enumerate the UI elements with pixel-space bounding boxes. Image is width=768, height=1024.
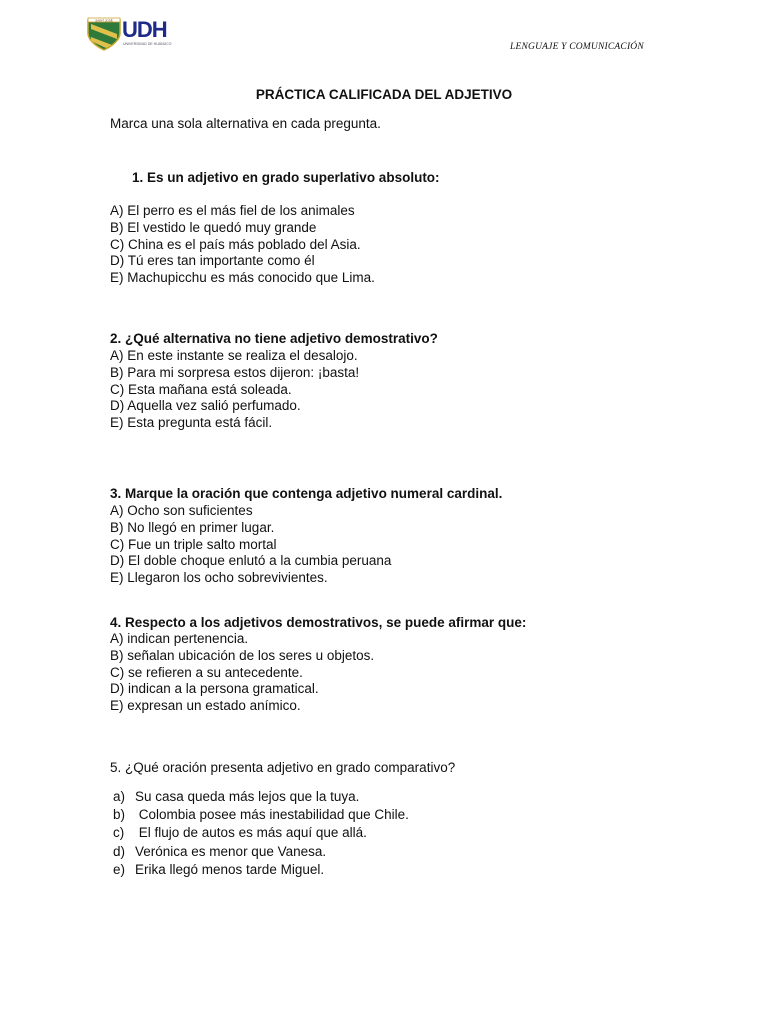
question-2-option-c: C) Esta mañana está soleada. xyxy=(110,381,292,397)
question-5-heading: 5. ¿Qué oración presenta adjetivo en grado comparativo? xyxy=(110,760,456,775)
question-5-options xyxy=(113,788,409,879)
question-2-option-a: A) En este instante se realiza el desalojo. xyxy=(110,348,358,363)
question-5-option-c xyxy=(113,824,409,842)
option-letter: e) xyxy=(113,861,126,877)
question-2-option-e: E) Esta pregunta está fácil. xyxy=(110,415,273,431)
question-4-heading: 4. Respecto a los adjetivos demostrativos, se puede afirmar que: xyxy=(110,615,527,630)
crest-text: SAINT JOSÉ xyxy=(95,18,113,23)
question-3-option-c: C) Fue un triple salto mortal xyxy=(110,536,277,552)
question-2-heading: 2. ¿Qué alternativa no tiene adjetivo demostrativo? xyxy=(110,331,438,346)
question-1-option-b: B) El vestido le quedó muy grande xyxy=(110,219,317,235)
question-4-option-c: C) se refieren a su antecedente. xyxy=(110,664,303,680)
question-4-option-d: D) indican a la persona gramatical. xyxy=(110,681,319,697)
question-3-options xyxy=(110,503,391,587)
question-1-option-e: E) Machupicchu es más conocido que Lima. xyxy=(110,270,375,286)
option-text: Verónica es menor que Vanesa. xyxy=(135,843,327,859)
question-2-option-b: B) Para mi sorpresa estos dijeron: ¡basta! xyxy=(110,364,360,380)
question-1-option-c: C) China es el país más poblado del Asia. xyxy=(110,236,361,252)
question-4-option-e: E) expresan un estado anímico. xyxy=(110,698,301,714)
question-1-options xyxy=(110,203,375,287)
question-4-options xyxy=(110,631,374,715)
question-1-option-a: A) El perro es el más fiel de los animales xyxy=(110,203,355,218)
question-3-option-b: B) No llegó en primer lugar. xyxy=(110,519,275,535)
university-logo xyxy=(86,17,176,51)
question-3-option-e: E) Llegaron los ocho sobrevivientes. xyxy=(110,570,328,586)
option-letter: a) xyxy=(113,789,126,804)
question-2-options xyxy=(110,348,359,432)
question-3-option-a: A) Ocho son suficientes xyxy=(110,503,253,518)
question-4-option-b: B) señalan ubicación de los seres u objetos. xyxy=(110,647,375,663)
logo-tagline: UNIVERSIDAD DE HUÁNUCO xyxy=(123,42,172,46)
crest-icon xyxy=(86,17,122,51)
question-5-option-d xyxy=(113,843,409,861)
question-3-heading: 3. Marque la oración que contenga adjetivo numeral cardinal. xyxy=(110,486,503,501)
option-letter: c) xyxy=(113,825,125,841)
subject-header: LENGUAJE Y COMUNICACIÓN xyxy=(510,42,644,52)
option-text: El flujo de autos es más aquí que allá. xyxy=(135,825,367,841)
logo-brand: UDH xyxy=(122,17,167,42)
question-5-option-a xyxy=(113,788,409,806)
question-5-option-e xyxy=(113,861,409,879)
option-text: Su casa queda más lejos que la tuya. xyxy=(135,789,360,804)
question-1-heading: 1. Es un adjetivo en grado superlativo absoluto: xyxy=(132,170,440,185)
option-letter: b) xyxy=(113,807,126,823)
question-3-option-d: D) El doble choque enlutó a la cumbia peruana xyxy=(110,553,392,569)
instructions-text: Marca una sola alternativa en cada pregunta. xyxy=(110,116,381,131)
question-2-option-d: D) Aquella vez salió perfumado. xyxy=(110,398,301,414)
option-letter: d) xyxy=(113,843,126,859)
question-4-option-a: A) indican pertenencia. xyxy=(110,631,249,646)
page-title: PRÁCTICA CALIFICADA DEL ADJETIVO xyxy=(255,87,513,102)
question-1-option-d: D) Tú eres tan importante como él xyxy=(110,253,315,269)
question-5-option-b xyxy=(113,806,409,824)
option-text: Colombia posee más inestabilidad que Chile. xyxy=(135,807,409,823)
option-text: Erika llegó menos tarde Miguel. xyxy=(135,861,325,877)
